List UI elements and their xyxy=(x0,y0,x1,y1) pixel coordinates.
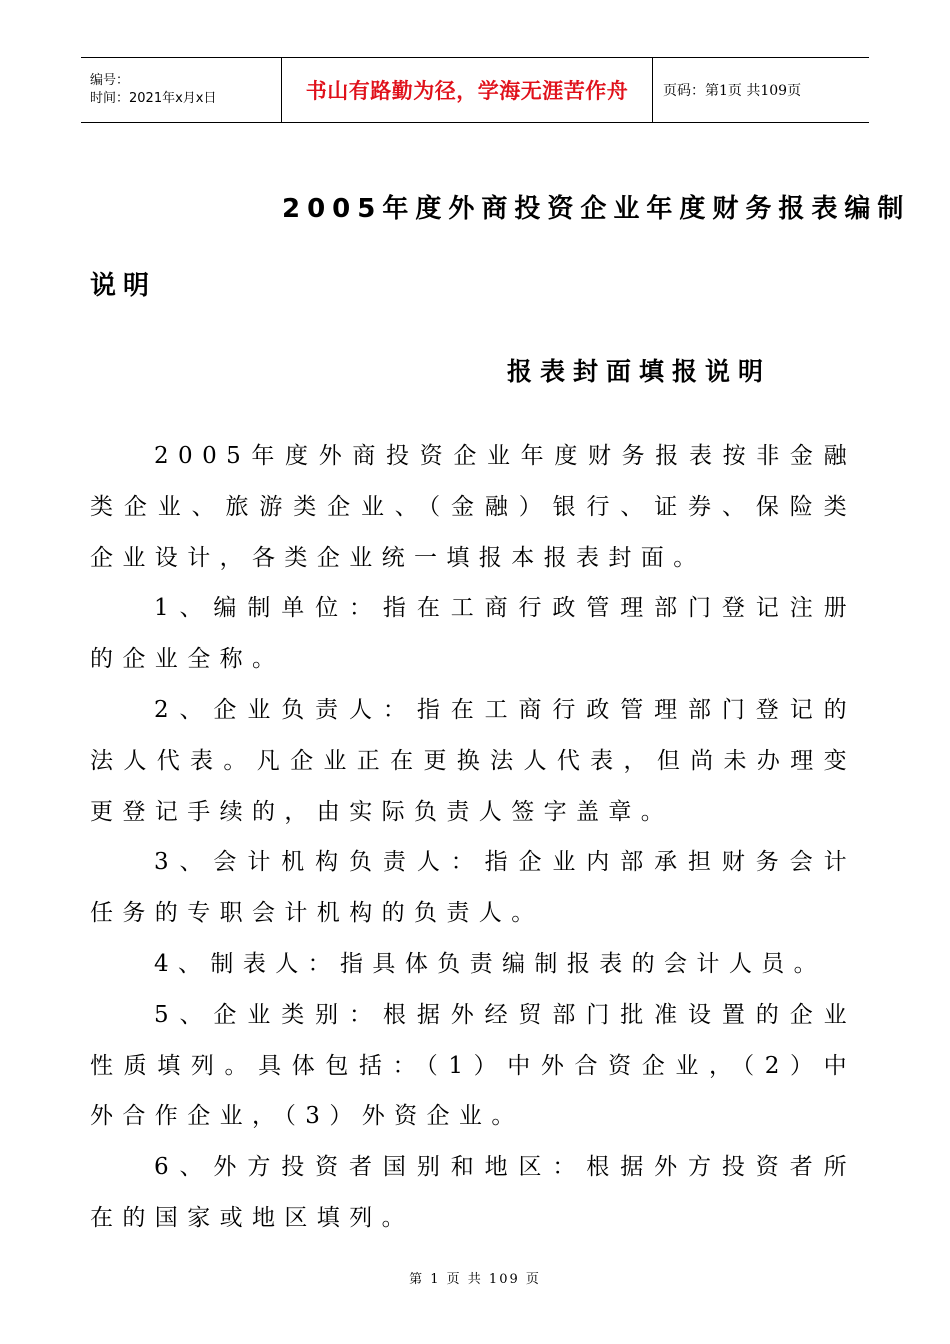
paragraph-item-6: 6、外方投资者国别和地区：根据外方投资者所在的国家或地区填列。 xyxy=(90,1154,856,1231)
paragraph-item-3: 3、会计机构负责人：指企业内部承担财务会计任务的专职会计机构的负责人。 xyxy=(90,849,856,927)
paragraph-item-4: 4、制表人：指具体负责编制报表的会计人员。 xyxy=(154,950,827,977)
header-motto xyxy=(282,58,653,122)
page-header xyxy=(81,57,869,123)
document-body xyxy=(90,431,856,1244)
page-info-text: 页码：第1页 共109页 xyxy=(663,83,802,99)
paragraph-item-1: 1、编制单位：指在工商行政管理部门登记注册的企业全称。 xyxy=(90,595,856,673)
document-title-line2: 说明 xyxy=(90,271,157,301)
document-title-line1: 2005年度外商投资企业年度财务报表编制 xyxy=(282,194,911,224)
section-subtitle: 报表封面填报说明 xyxy=(507,357,772,386)
motto-text: 书山有路勤为径，学海无涯苦作舟 xyxy=(305,78,629,103)
page-footer xyxy=(0,1268,950,1287)
header-page-info xyxy=(653,58,869,122)
paragraph-intro: 2005年度外商投资企业年度财务报表按非金融类企业、旅游类企业、（金融）银行、证券、保险类企业设计，各类企业统一填报本报表封面。 xyxy=(90,443,856,571)
document-number-label: 编号： xyxy=(90,73,130,88)
paragraph-item-2: 2、企业负责人：指在工商行政管理部门登记的法人代表。凡企业正在更换法人代表，但尚未办理变更登记手续的，由实际负责人签字盖章。 xyxy=(90,696,856,825)
footer-page-number: 第 1 页 共 109 页 xyxy=(409,1272,541,1287)
document-time-label: 时间：2021年x月x日 xyxy=(90,91,217,106)
paragraph-item-5: 5、企业类别：根据外经贸部门批准设置的企业性质填列。具体包括：（1）中外合资企业，（2）中外合作企业，（3）外资企业。 xyxy=(90,1001,856,1130)
header-meta xyxy=(81,58,282,122)
